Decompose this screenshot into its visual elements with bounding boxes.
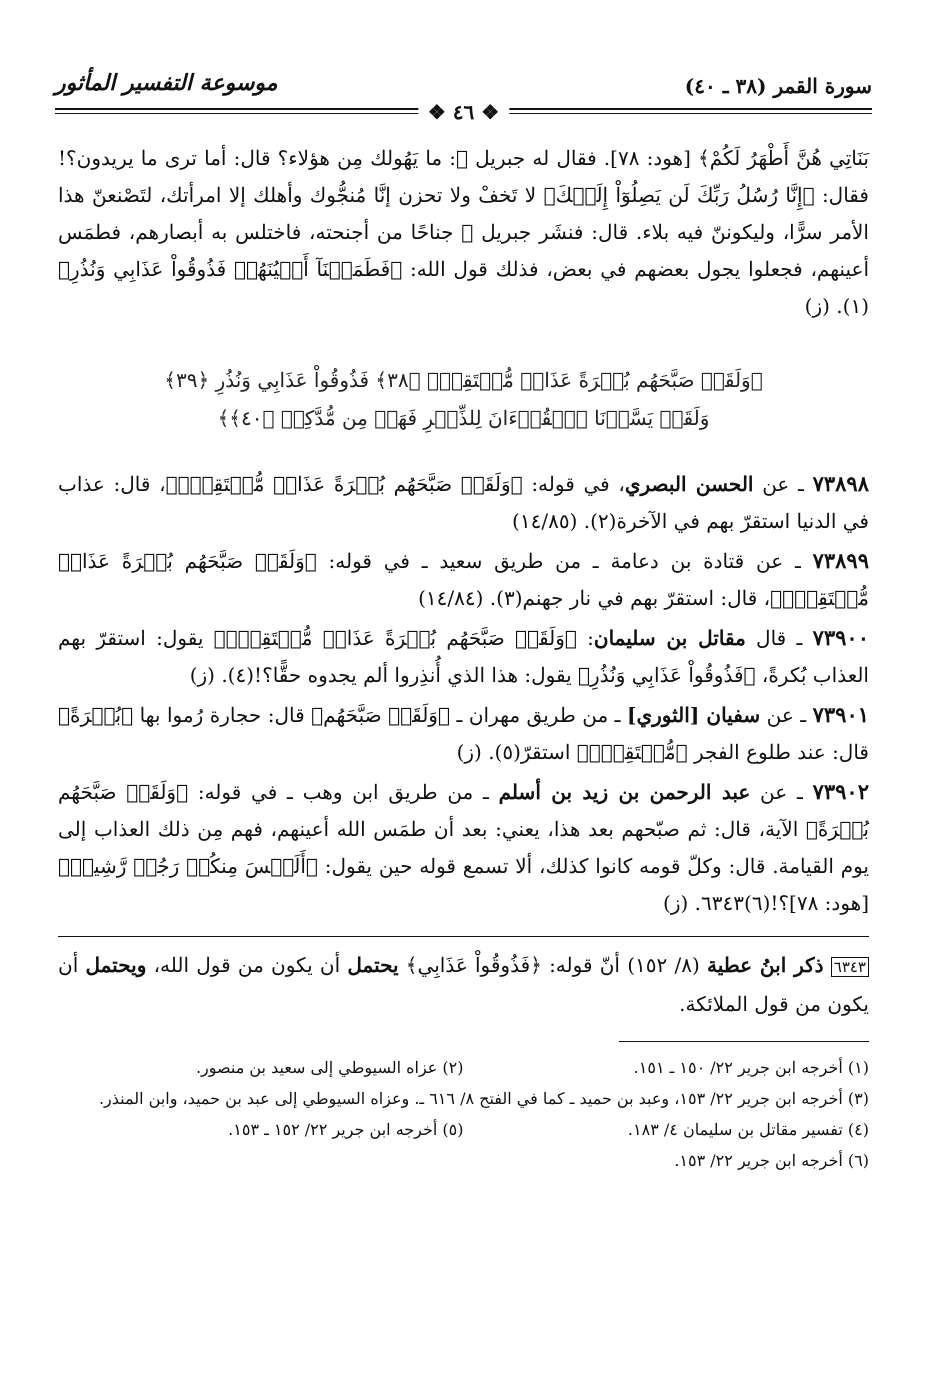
footnote: (١) أخرجه ابن جرير ٢٢/ ١٥٠ ـ ١٥١. — [633, 1058, 869, 1077]
footnote: (٤) تفسير مقاتل بن سليمان ٤/ ١٨٣. — [627, 1120, 869, 1139]
opening-paragraph: بَنَاتِي هُنَّ أَطْهَرُ لَكُمْ﴾ [هود: ٧٨]. فقال له جبريل ﷺ: ما يَهُولك مِن هؤلاء؟ قال: أما ترى ما يريدون؟! فقال: ﴿إِنَّا رُسُلُ رَبِّكَ لَن يَصِلُوٓاْ إِلَيۡكَ﴾ لا تَخفْ ولا تحزن إنَّا مُنجُّوك وأهلك إلا امرأتك، لتَصْنعنّ هذا الأمر سرًّا، وليكوننّ فيه بلاء. قال: فنشَر جبريل ﷺ جناحًا من أجنحته، فاختلس به أبصارهم، فطمَس أعينهم، فجعلوا يجول بعضهم في بعض، فذلك قول الله: ﴿فَطَمَسۡنَآ أَعۡيُنَهُمۡ فَذُوقُواْ عَذَابِي وَنُذُرِ﴾(١). (ز) — [58, 146, 869, 318]
page-header — [55, 60, 872, 124]
main-text — [58, 140, 869, 1176]
section-divider — [58, 936, 869, 937]
entry-number: ٧٣٩٠١ — [812, 702, 870, 727]
entry-number: ٧٣٩٠٠ — [812, 625, 869, 650]
narrator-name: مقاتل بن سليمان — [593, 626, 746, 650]
book-title: موسوعة التفسير المأثور — [55, 70, 278, 96]
narration-entry — [58, 773, 869, 922]
entry-prefix: ـ عن — [744, 549, 813, 573]
verse-line-2: وَلَقَدۡ يَسَّرۡنَا ٱلۡقُرۡءَانَ لِلذِّكۡرِ فَهَلۡ مِن مُّدَّكِرٖ ﴿٤٠﴾﴾ — [217, 406, 710, 430]
quran-verse — [58, 361, 869, 437]
narration-entry — [58, 619, 869, 694]
narration-entry — [58, 542, 869, 617]
verse-line-1: ﴿وَلَقَدۡ صَبَّحَهُم بُكۡرَةً عَذَابٞ مُّسۡتَقِرّٞ ﴿٣٨﴾ فَذُوقُواْ عَذَابِي وَنُذُرِ ﴿٣٩﴾ — [164, 368, 763, 392]
footnote-rule — [619, 1041, 869, 1042]
narrator-name: عبد الرحمن بن زيد بن أسلم — [498, 780, 751, 804]
note-author: ذكر ابنُ عطية — [706, 953, 824, 977]
entry-text: : ﴿وَلَقَدۡ صَبَّحَهُم بُكۡرَةً عَذَابٞ مُّسۡتَقِرّٞ﴾ يقول: استقرّ بهم العذاب بُكرةً، ﴿فَذُوقُواْ عَذَابِي وَنُذُرِ﴾ يقول: هذا الذي أُنذِروا ألم يجدوه حقًّا؟!(٤). (ز) — [58, 626, 869, 687]
narrator-name: الحسن البصري — [624, 472, 754, 496]
ornament-icon: ❖ — [474, 100, 500, 124]
commentary-note: ٦٣٤٣ ذكر ابنُ عطية (٨/ ١٥٢) أنّ قوله: ﴿فَذُوقُواْ عَذَابِي﴾ يحتمل أن يكون من قول الله، ويحتمل أن يكون من قول الملائكة. — [58, 953, 869, 1016]
entry-prefix: ـ قال — [745, 626, 813, 650]
entry-text: قتادة بن دعامة ـ من طريق سعيد ـ في قوله: ﴿وَلَقَدۡ صَبَّحَهُم بُكۡرَةً عَذَابٞ مُّسۡتَقِرّٞ﴾، قال: استقرّ بهم في نار جهنم(٣). (١٤/٨٤) — [58, 549, 869, 610]
footnote: (٢) عزاه السيوطي إلى سعيد بن منصور. — [195, 1058, 464, 1077]
entry-number: ٧٣٨٩٨ — [812, 471, 869, 496]
footnote: (٦) أخرجه ابن جرير ٢٢/ ١٥٣. — [674, 1151, 869, 1170]
entry-number: ٧٣٨٩٩ — [812, 548, 869, 573]
narration-entry — [58, 465, 869, 540]
entry-prefix: ـ عن — [750, 780, 813, 804]
footnote: (٥) أخرجه ابن جرير ٢٢/ ١٥٢ ـ ١٥٣. — [228, 1120, 464, 1139]
footnotes — [58, 1052, 869, 1176]
entry-text: ، في قوله: ﴿وَلَقَدۡ صَبَّحَهُم بُكۡرَةً عَذَابٞ مُّسۡتَقِرّٞ﴾، قال: عذاب في الدنيا استقرّ بهم في الآخرة(٢). (١٤/٨٥) — [58, 472, 869, 533]
footnote: (٣) أخرجه ابن جرير ٢٢/ ١٥٣، وعبد بن حميد ـ كما في الفتح ٨/ ٦١٦ ـ. وعزاه السيوطي إلى عبد بن حميد، وابن المنذر. — [98, 1089, 869, 1108]
ornament-icon: ❖ — [427, 100, 453, 124]
page-number: ❖ ٤٦ ❖ — [418, 100, 509, 124]
entry-prefix: ـ عن — [760, 703, 813, 727]
entry-text: ـ من طريق ابن وهب ـ في قوله: ﴿وَلَقَدۡ صَبَّحَهُم بُكۡرَةً﴾ الآية، قال: ثم صبّحهم بعد هذا، يعني: بعد أن طمَس الله أعينهم، فهم مِن ذلك العذاب إلى يوم القيامة. قال: وكلّ قومه كانوا كذلك، ألا تسمع قوله حين يقول: ﴿أَلَيۡسَ مِنكُمۡ رَجُلٞ رَّشِيدٞ﴾ [هود: ٧٨]؟!(٦)٦٣٤٣. (ز) — [58, 780, 869, 915]
entry-prefix: ـ عن — [753, 472, 813, 496]
note-number-box: ٦٣٤٣ — [831, 957, 869, 977]
narrator-name: سفيان [الثوري] — [627, 703, 761, 727]
entry-number: ٧٣٩٠٢ — [812, 779, 869, 804]
narration-entry — [58, 696, 869, 771]
surah-heading: سورة القمر (٣٨ ـ ٤٠) — [684, 74, 872, 98]
entry-text: ـ من طريق مهران ـ ﴿وَلَقَدۡ صَبَّحَهُم﴾ قال: حجارة رُموا بها ﴿بُكۡرَةً﴾ قال: عند طلوع الفجر ﴿مُّسۡتَقِرّٞ﴾ استقرّ(٥). (ز) — [58, 703, 869, 764]
